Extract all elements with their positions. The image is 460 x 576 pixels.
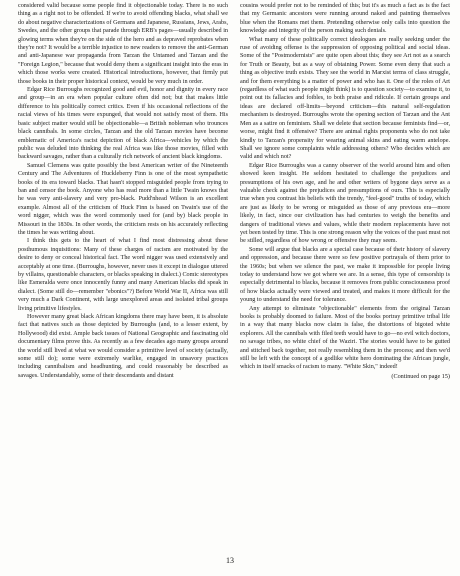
text-columns (18, 2, 450, 550)
paragraph: However many great black African kingdoms there may have been, it is absolute fact that natives such as those depicted by Burroughs (and, to a lesser extent, by Hollywood) did exist. Ample back issues of National Geographic and fascinating old documentary films prove this. As recently as a few decades ago many groups around the world still lived at what we would consider a primitive level of society (actually, some still do); some were extremely warlike, engaged in unsavory practices including cannibalism and headhunting, and could reasonably be described as savages. Understandably, some of their descendants and distant (18, 314, 228, 379)
paragraph: Edgar Rice Burroughs recognized good and evil, honor and dignity in every race and group—in an era when popular culture often did not; but that makes little difference to his politically correct critics. Even if his occasional reflections of the racial views of his times were expunged, that would not satisfy most of them. His basic subject matter would still be objectionable—a British nobleman who trounces black cannibals. In some circles, Tarzan and the old Tarzan movies have become emblematic of America's racist depiction of black Africa—vehicles by which the public was deluded into thinking the real Africa was like those movies, filled with backward savages, rather than a culturally rich network of ancient black kingdoms. (18, 87, 228, 161)
paragraph: What many of these politically correct ideologues are really seeking under the ruse of avoiding offense is the suppression of opposing political and social ideas. Some of the "Postmodernists" are quite open about this; they see Art not as a search for Truth or Beauty, but as a way of obtaining Power. Some even deny that such a thing as objective truth exists. They see the world in Marxist terms of class struggle, and for them everything is a matter of power and who has it. One of the roles of Art (regardless of what such people might think) is to question society—to examine it, to point out its fallacies and foibles, to both praise and ridicule. If certain groups and ideas are declared off-limits—beyond criticism—this natural self-regulation mechanism is destroyed. Burroughs wrote the opening section of Tarzan and the Ant Men as a satire on feminism. Shall we delete that section because feminists find—or, worse, might find it offensive? There are animal rights proponents who do not take kindly to Tarzan's propensity for wearing animal skins and eating warm antelope. Shall we ignore some complaints while addressing others? Who decides which are valid and which not? (240, 36, 450, 161)
paragraph: Some will argue that blacks are a special case because of their history of slavery and oppression, and because there were so few positive portrayals of them prior to the 1960s; but when we silence the past, we make it impossible for people living today to understand how we got where we are. In a sense, this type of censorship is especially detrimental to blacks, because it removes from public consciousness proof of how blacks actually were viewed and treated, and makes it more difficult for the young to understand the need for tolerance. (240, 246, 450, 304)
page-number: 13 (226, 556, 234, 565)
paragraph: Any attempt to eliminate "objectionable" elements from the original Tarzan books is probably doomed to failure. Most of the books portray primitive tribal life in a way that many blacks now claim is false, the distortions of bigoted white explorers. All the cannibals with filed teeth would have to go—no evil witch doctors, no savage tribes, no white chief of the Waziri. The stories would have to be gutted and stitched back together, not really resembling them in the process; and then we'd still be left with the concept of a godlike white hero dominating the African jungle, which in itself smacks of racism to many. "White Skin," indeed! (240, 305, 450, 371)
column-right (240, 2, 450, 550)
paragraph: considered valid because some people find it objectionable today. There is no such thing as a right not to be offended. If we're to avoid offending blacks, what shall we do about negative characterizations of Germans and Japanese, Russians, Jews, Arabs, Swedes, and the other groups that parade through ERB's pages—usually described in glowing terms when they're on the side of the hero and as depraved reprobates when they're not? It would be a terrible injustice to new readers to remove the anti-German and anti-Japanese war propaganda from Tarzan the Untamed and Tarzan and the "Foreign Legion," because that would deny them a significant insight into the eras in which those works were created. Historical introductions, however, that firmly put those books in their proper historical context, would be very much in order. (18, 3, 228, 85)
continuation-note: (Continued on page 15) (391, 372, 450, 380)
column-left (18, 2, 228, 550)
paragraph: cousins would prefer not to be reminded of this; but it's as much a fact as is the fact that my Germanic ancestors were running around naked and painting themselves blue when the Romans met them. Pretending otherwise only calls into question the knowledge and integrity of the person making such denials. (240, 3, 450, 35)
paragraph: Edgar Rice Burroughs was a canny observer of the world around him and often showed keen insight. He seldom hesitated to challenge the prejudices and presumptions of his own age, and he and other writers of bygone days serve as a valuable check against the prejudices and presumptions of ours. This is especially true when you contrast his beliefs with the trendy, "feel-good" truths of today, which are just as likely to be wrong or misguided as those of any previous era—more likely, in fact, since our civilization has had centuries to weigh the benefits and dangers of traditional views and values, while their modern replacements have not yet been tested by time. This is one strong reason why the voices of the past must not be stilled, regardless of how wrong or offensive they may seem. (240, 162, 450, 245)
paragraph: I think this gets to the heart of what I find most distressing about these posthumous inquisitions: Many of these charges of racism are motivated by the desire to deny or conceal historical fact. The word nigger was used extensively and acceptably at one time. (Burroughs, however, never uses it except in dialogue uttered by villains, questionable characters, or blacks speaking in dialect.) Comic stereotypes like Esmeralda were once innocently funny and many American blacks did speak in dialect. (Some still do—remember "ebonics"?) Before World War II, Africa was still very much a Dark Continent, with large unexplored areas and isolated tribal groups living primitive lifestyles. (18, 238, 228, 312)
paragraph: Samuel Clemens was quite possibly the best American writer of the Nineteenth Century and The Adventures of Huckleberry Finn is one of the most sympathetic books of its era toward blacks. That hasn't stopped misguided people from trying to ban and censor the book. Anyone who has read more than a little Twain knows that he was very anti-slavery and very pro-black. Pudd'nhead Wilson is an excellent example. Almost all of the criticism of Huck Finn is based on Twain's use of the word nigger, which was the word commonly used for (and by) black people in Missouri in the 1830s. In other words, the criticism rests on his accurately reflecting the times he was writing about. (18, 162, 228, 236)
